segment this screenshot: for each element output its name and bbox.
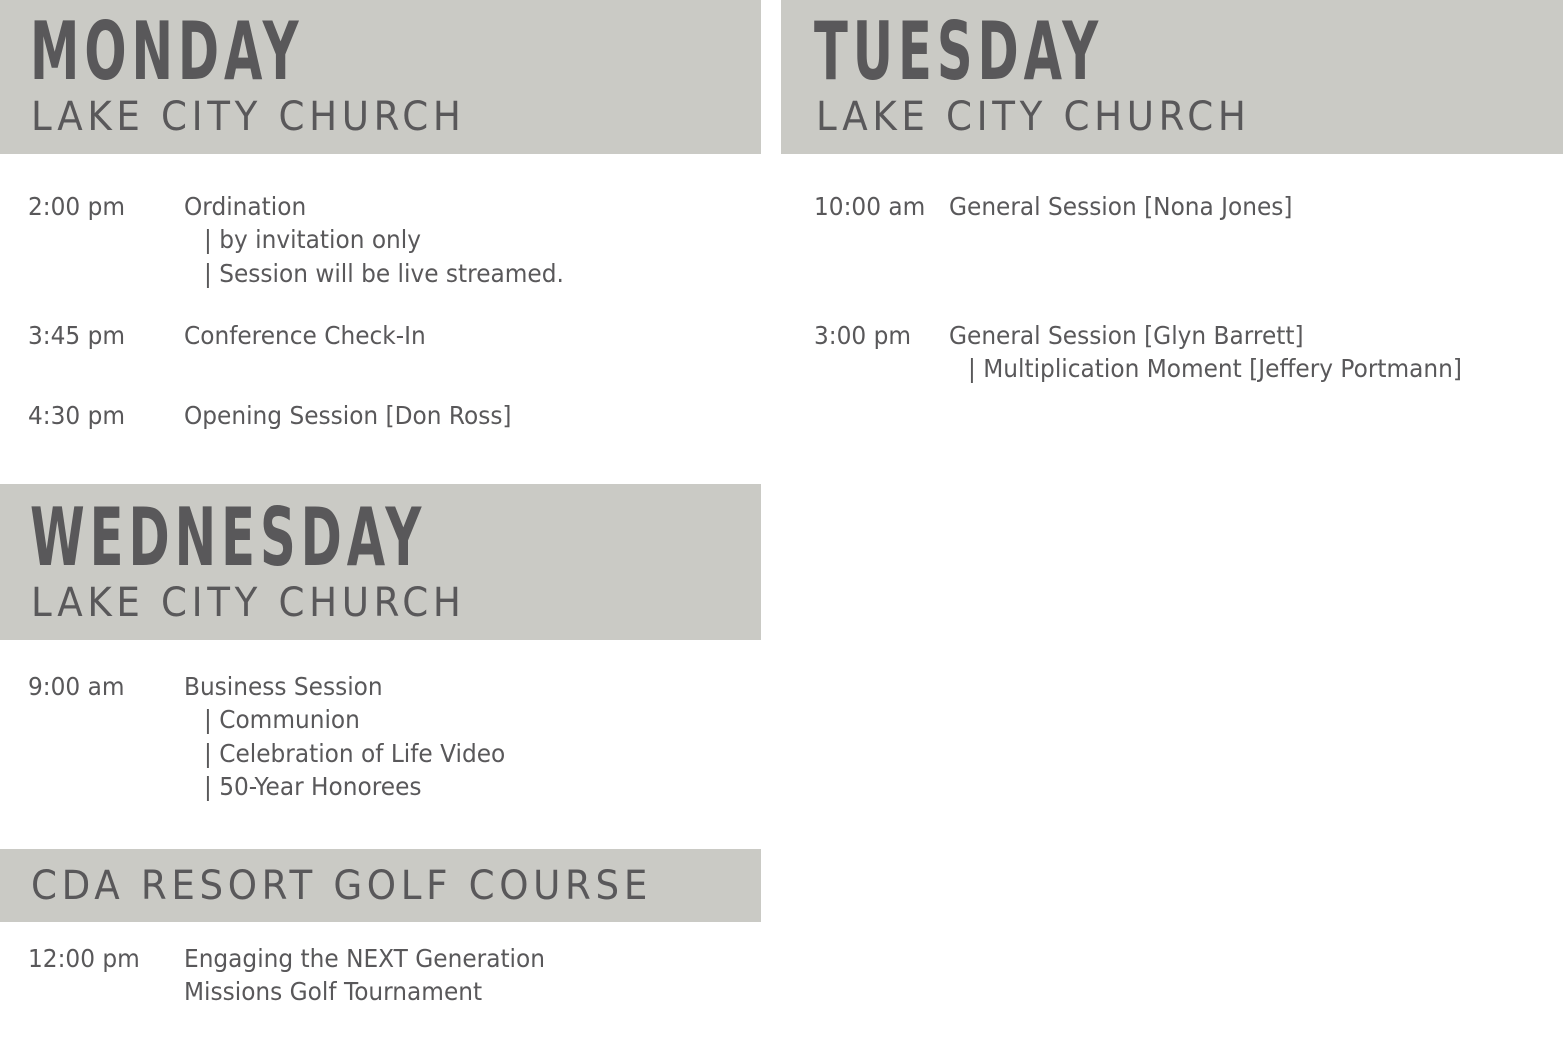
event-title: Conference Check-In (184, 321, 426, 350)
event-detail: | 50-Year Honorees (204, 772, 422, 801)
event-title: Engaging the NEXT Generation (184, 944, 545, 973)
monday-venue: LAKE CITY CHURCH (31, 94, 466, 140)
event-time: 9:00 am (28, 672, 125, 701)
wednesday-title: WEDNESDAY (30, 491, 427, 584)
wednesday-header (0, 484, 761, 640)
event-time: 4:30 pm (28, 401, 126, 430)
golf-venue-header (0, 849, 761, 922)
event-time: 3:45 pm (28, 321, 126, 350)
event-title: Ordination (184, 192, 307, 221)
event-detail: | Communion (204, 705, 360, 734)
monday-title: MONDAY (30, 5, 304, 98)
event-time: 2:00 pm (28, 192, 126, 221)
wednesday-venue: LAKE CITY CHURCH (31, 580, 466, 626)
tuesday-venue: LAKE CITY CHURCH (816, 94, 1251, 140)
event-detail: | by invitation only (204, 225, 422, 254)
event-title: General Session [Glyn Barrett] (949, 321, 1304, 350)
tuesday-title: TUESDAY (814, 5, 1104, 98)
event-title: Business Session (184, 672, 383, 701)
event-detail: | Session will be live streamed. (204, 259, 564, 288)
golf-venue: CDA RESORT GOLF COURSE (31, 863, 652, 909)
event-title-cont: Missions Golf Tournament (184, 977, 483, 1006)
event-detail: | Multiplication Moment [Jeffery Portmann] (968, 354, 1462, 383)
event-title: Opening Session [Don Ross] (184, 401, 512, 430)
event-detail: | Celebration of Life Video (204, 739, 506, 768)
event-time: 10:00 am (814, 192, 926, 221)
event-title: General Session [Nona Jones] (949, 192, 1293, 221)
event-time: 3:00 pm (814, 321, 912, 350)
event-time: 12:00 pm (28, 944, 140, 973)
tuesday-header (781, 0, 1563, 154)
monday-header (0, 0, 761, 154)
